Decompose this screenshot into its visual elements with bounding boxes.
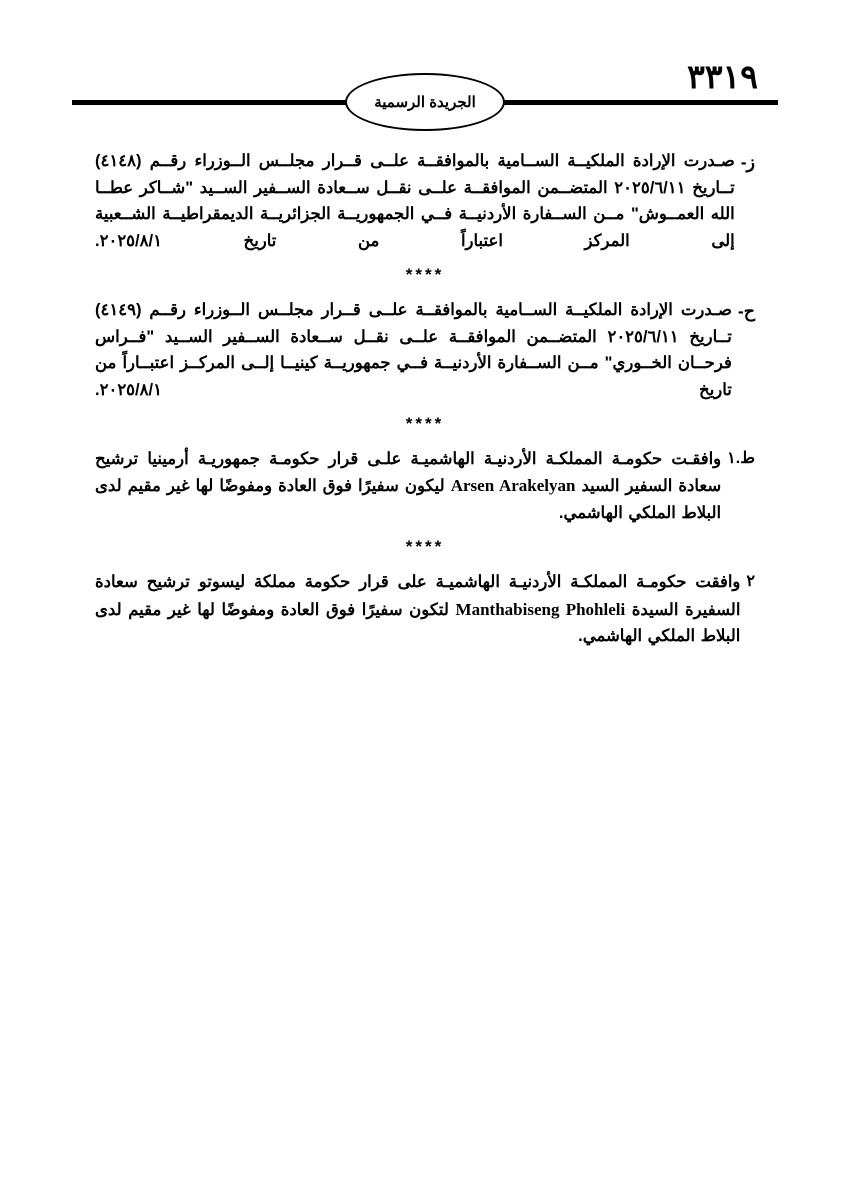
- clause-ta-1: [95, 446, 755, 527]
- clause-marker: ط.١: [727, 449, 755, 467]
- gazette-title-badge: [345, 73, 505, 131]
- clause-text-before: وافقت حكومـة المملكـة الأردنيـة الهاشميـة على قرار حكومة مملكة ليسوتو ترشيح سعادة السفيرة السيدة: [95, 572, 741, 619]
- clause-text: [95, 569, 740, 650]
- clause-text: صـدرت الإرادة الملكيــة الســامية بالموافقــة علــى قــرار مجلــس الــوزراء رقــم (٤١٤٩) تــاريخ ٢٠٢٥/٦/١١ المتضــمن الموافقــة علــى نقــل ســعادة الســفير الســيد "فــراس فرحــان الخــوري" مــن الســفارة الأردنيــة فــي جمهوريــة كينيــا إلــى المركــز اعتبــاراً من تاريخ ٢٠٢٥/٨/١.: [95, 300, 732, 400]
- clause-marker: ز-: [740, 152, 755, 172]
- clause-text-before: وافقـت حكومـة المملكـة الأردنيـة الهاشميـة علـى قرار حكومـة جمهوريـة أرمينيا ترشيح سعادة السفير السيد: [95, 449, 722, 496]
- ambassador-name-latin: Arsen Arakelyan: [450, 476, 576, 496]
- clause-ha: [95, 297, 755, 404]
- page-header: [72, 62, 778, 124]
- clause-text: [95, 446, 721, 527]
- section-separator: ****: [405, 264, 445, 284]
- document-body: [95, 148, 755, 654]
- section-separator: ****: [405, 413, 445, 433]
- ambassador-name-latin: Manthabiseng Phohleli: [455, 599, 626, 619]
- clause-marker: ٢: [746, 572, 755, 590]
- clause-marker: ح-: [737, 300, 755, 321]
- clause-text-after: ليكون سفيرًا فوق العادة ومفوضًا لها غير مقيم لدى البلاط الملكي الهاشمي.: [95, 477, 722, 523]
- clause-text: صـدرت الإرادة الملكيــة الســامية بالموافقــة علــى قــرار مجلــس الــوزراء رقــم (٤١٤٨) تــاريخ ٢٠٢٥/٦/١١ المتضــمن الموافقــة علــى نقــل ســعادة الســفير الســيد "شــاكر عطــا الله العمــوش" مــن الســفارة الأردنيــة فــي الجمهوريــة الجزائريــة الديمقراطيــة الشــعبية إلى المركز اعتباراً من تاريخ ٢٠٢٥/٨/١.: [95, 152, 735, 251]
- section-separator: ****: [405, 536, 445, 556]
- clause-za: [95, 148, 755, 255]
- clause-text-after: لتكون سفيرًا فوق العادة ومفوضًا لها غير مقيم لدى البلاط الملكي الهاشمي.: [95, 600, 741, 646]
- clause-2: [95, 569, 755, 650]
- page-number: ٣٣١٩: [687, 60, 758, 96]
- gazette-title: الجريدة الرسمية: [374, 94, 476, 111]
